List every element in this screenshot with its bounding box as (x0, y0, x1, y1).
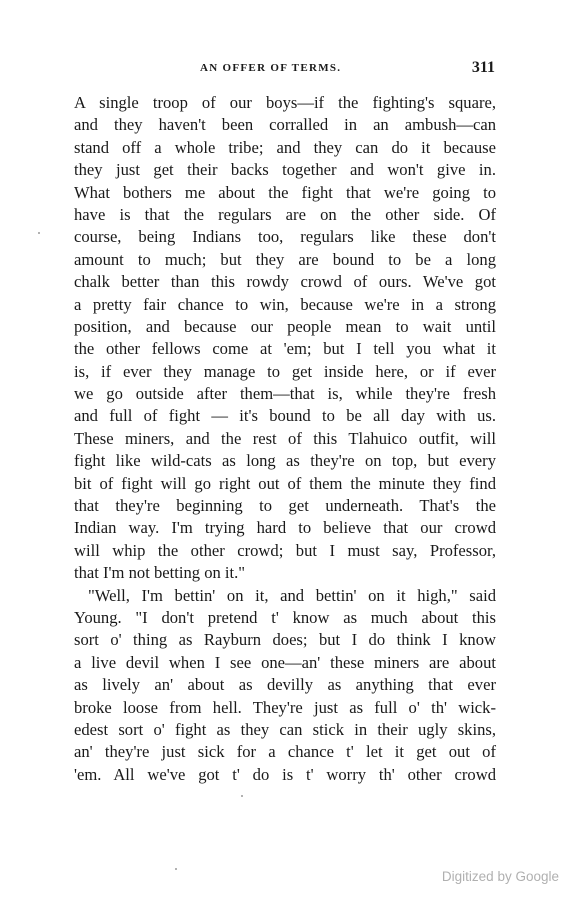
running-title: AN OFFER OF TERMS. (200, 62, 342, 74)
text-line: as lively an' about as devilly as anything that ever (74, 675, 496, 695)
body-text (74, 92, 496, 786)
text-line: sort o' thing as Rayburn does; but I do think I know (74, 630, 496, 650)
text-line: a pretty fair chance to win, because we're in a strong (74, 294, 496, 314)
text-line: broke loose from hell. They're just as full o' th' wick- (74, 697, 496, 717)
scan-speck (175, 868, 177, 870)
text-line: have is that the regulars are on the other side. Of (74, 204, 496, 224)
text-line: What bothers me about the fight that we're going to (74, 182, 496, 202)
text-line: and full of fight — it's bound to be all day with us. (74, 406, 496, 426)
text-line: is, if ever they manage to get inside here, or if ever (74, 361, 496, 381)
text-line: a live devil when I see one—an' these miners are about (74, 652, 496, 672)
text-line: chalk better than this rowdy crowd of ours. We've got (74, 272, 496, 292)
text-line: These miners, and the rest of this Tlahuico outfit, will (74, 428, 496, 448)
text-line: Indian way. I'm trying hard to believe that our crowd (74, 518, 496, 538)
text-line: fight like wild-cats as long as they're on top, but every (74, 451, 496, 471)
scan-speck (241, 795, 243, 797)
text-line: they just get their backs together and won't give in. (74, 160, 496, 180)
text-line: bit of fight will go right out of them the minute they find (74, 473, 496, 493)
text-line: A single troop of our boys—if the fighting's square, (74, 93, 496, 112)
page-number: 311 (471, 59, 495, 76)
text-line: will whip the other crowd; but I must say, Professor, (74, 540, 496, 560)
scan-speck (38, 232, 40, 234)
text-line: 'em. All we've got t' do is t' worry th' other crowd (74, 764, 496, 784)
text-line: edest sort o' fight as they can stick in their ugly skins, (74, 719, 496, 739)
text-line: course, being Indians too, regulars like these don't (74, 227, 496, 247)
text-line: and they haven't been corralled in an ambush—can (74, 115, 496, 135)
text-line: amount to much; but they are bound to be a long (74, 249, 496, 269)
running-head (0, 59, 575, 82)
text-line: "Well, I'm bettin' on it, and bettin' on it high," said (88, 585, 496, 605)
text-line: stand off a whole tribe; and they can do it because (74, 137, 496, 157)
text-line: Young. "I don't pretend t' know as much about this (74, 607, 496, 627)
text-line: that I'm not betting on it." (74, 563, 246, 583)
text-line: that they're beginning to get underneath. That's the (74, 496, 496, 516)
digitization-watermark: Digitized by Google (441, 869, 559, 884)
text-line: we go outside after them—that is, while they're fresh (74, 384, 496, 404)
text-line: an' they're just sick for a chance t' let it get out of (74, 742, 496, 762)
text-line: the other fellows come at 'em; but I tell you what it (74, 339, 496, 359)
text-line: position, and because our people mean to wait until (74, 316, 496, 336)
